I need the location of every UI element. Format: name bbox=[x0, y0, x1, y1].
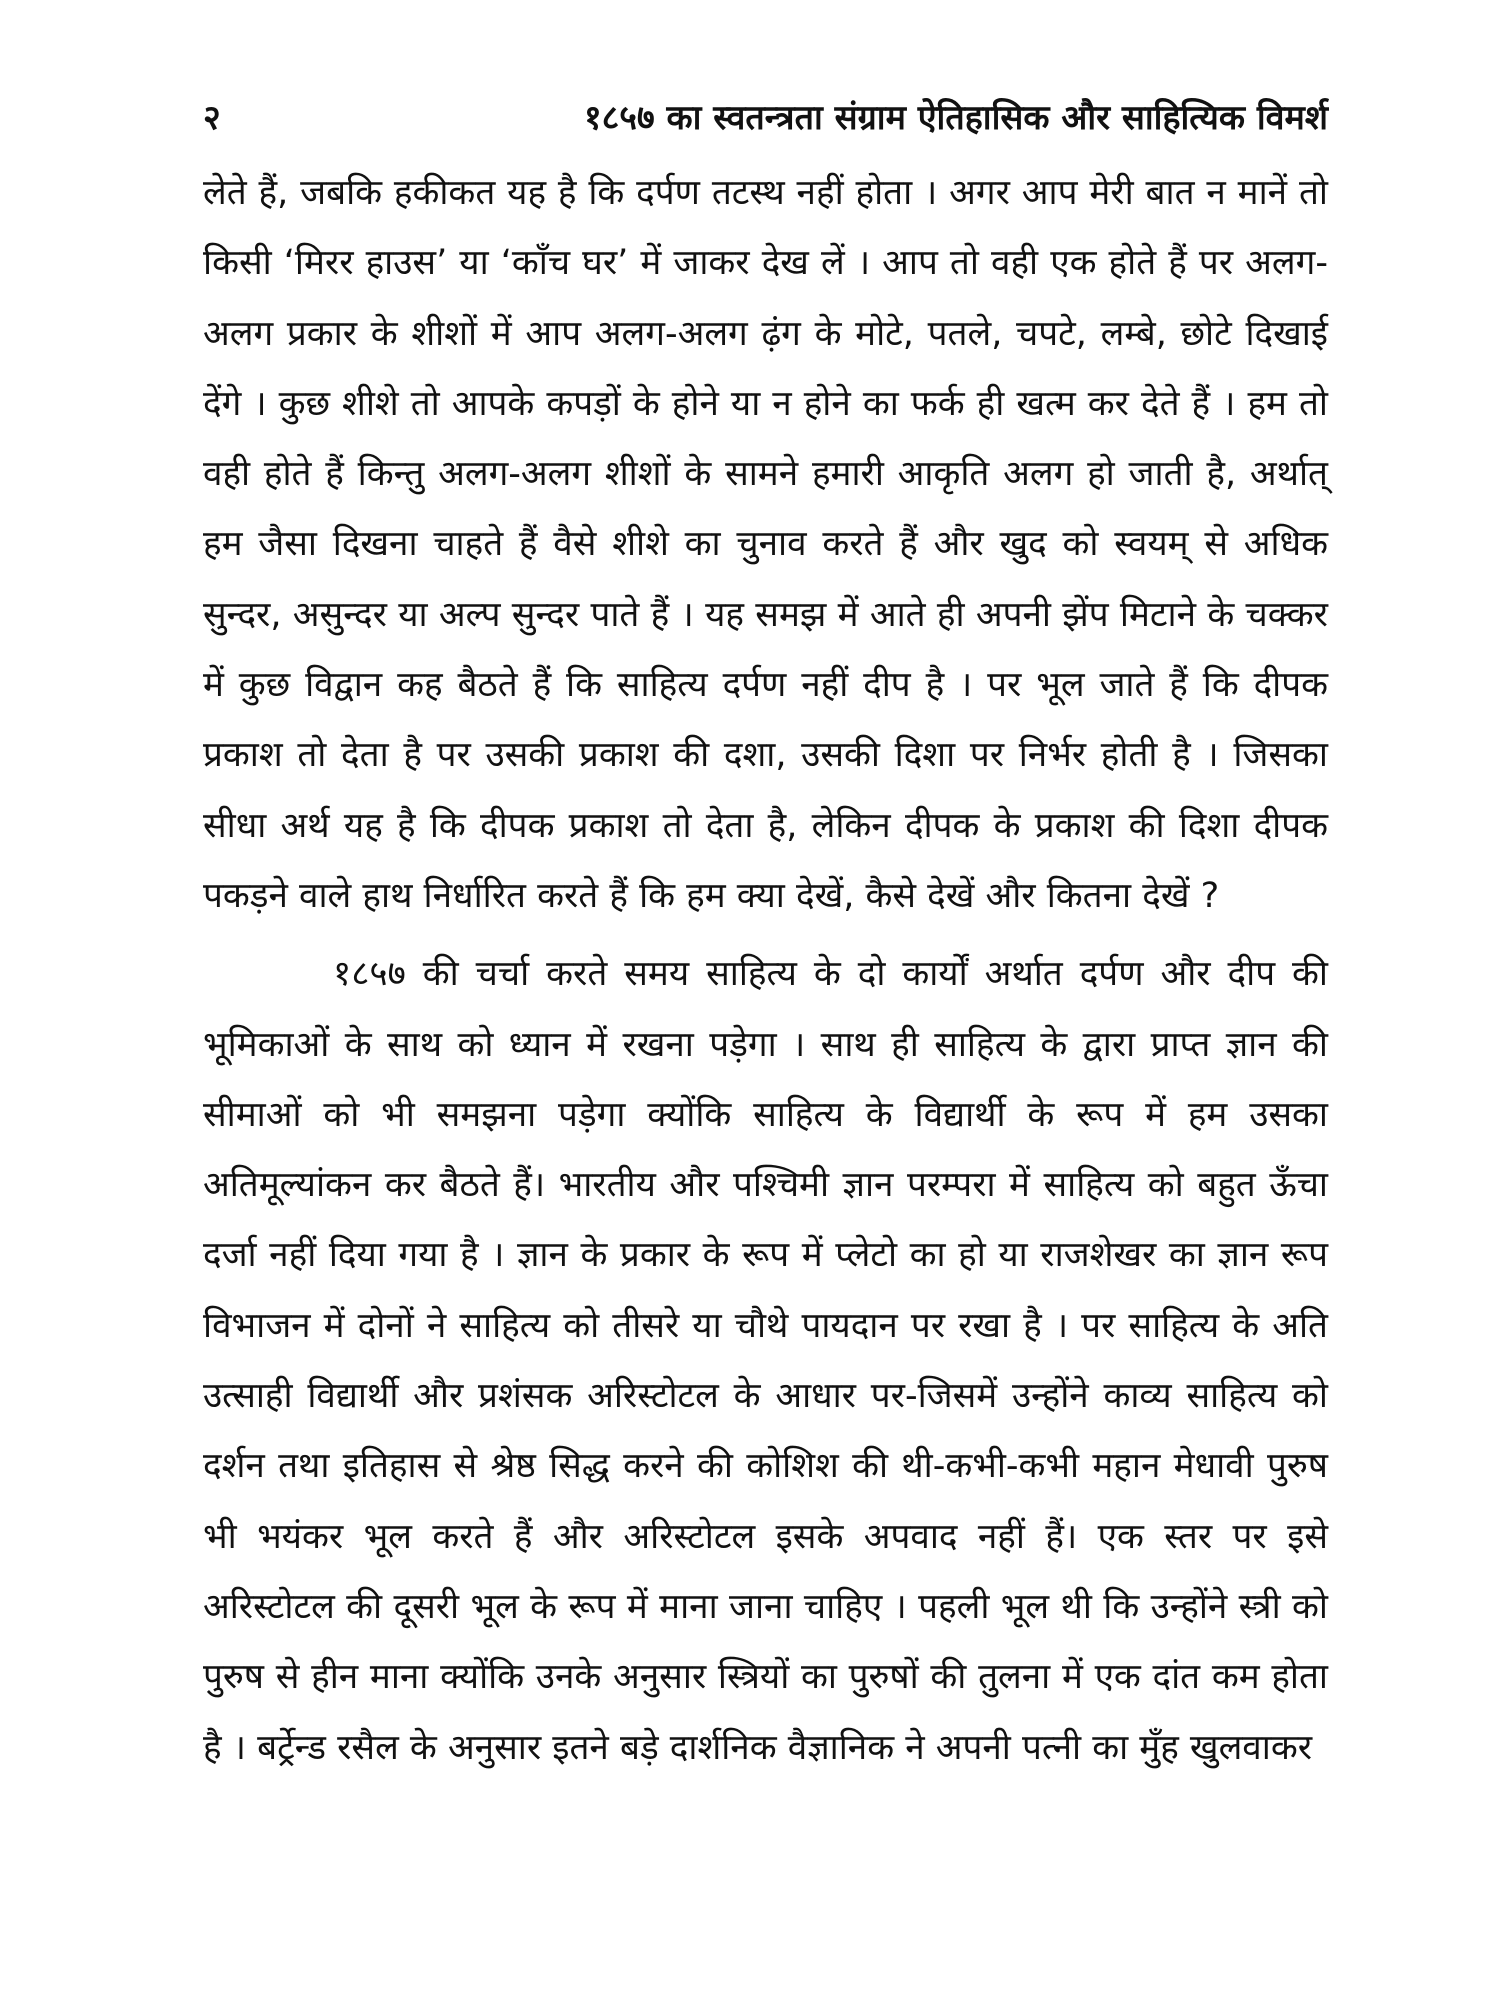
chapter-title: १८५७ का स्वतन्त्रता संग्राम ऐतिहासिक और साहित्यिक विमर्श bbox=[583, 98, 1328, 138]
paragraph-2: १८५७ की चर्चा करते समय साहित्य के दो कार्यों अर्थात दर्पण और दीप की भूमिकाओं के साथ को ध्यान में रखना पड़ेगा । साथ ही साहित्य के द्वारा प्राप्त ज्ञान की सीमाओं को भी समझना पड़ेगा क्योंकि साहित्य के विद्यार्थी के रूप में हम उसका अतिमूल्यांकन कर बैठते हैं। भारतीय और पश्चिमी ज्ञान परम्परा में साहित्य को बहुत ऊँचा दर्जा नहीं दिया गया है । ज्ञान के प्रकार के रूप में प्लेटो का हो या राजशेखर का ज्ञान रूप विभाजन में दोनों ने साहित्य को तीसरे या चौथे पायदान पर रखा है । पर साहित्य के अति उत्साही विद्यार्थी और प्रशंसक अरिस्टोटल के आधार पर-जिसमें उन्होंने काव्य साहित्य को दर्शन तथा इतिहास से श्रेष्ठ सिद्ध करने की कोशिश की थी-कभी-कभी महान मेधावी पुरुष भी भयंकर भूल करते हैं और अरिस्टोटल इसके अपवाद नहीं हैं। एक स्तर पर इसे अरिस्टोटल की दूसरी भूल के रूप में माना जाना चाहिए । पहली भूल थी कि उन्होंने स्त्री को पुरुष से हीन माना क्योंकि उनके अनुसार स्त्रियों का पुरुषों की तुलना में एक दांत कम होता है । बर्ट्रेन्ड रसैल के अनुसार इतने बड़े दार्शनिक वैज्ञानिक ने अपनी पत्नी का मुँह खुलवाकर bbox=[203, 954, 1328, 1768]
body-text bbox=[203, 158, 1328, 1783]
page-number: २ bbox=[203, 98, 221, 138]
running-header bbox=[203, 88, 1328, 148]
paragraph-1: लेते हैं, जबकि हकीकत यह है कि दर्पण तटस्थ नहीं होता । अगर आप मेरी बात न मानें तो किसी ‘मिरर हाउस’ या ‘काँच घर’ में जाकर देख लें । आप तो वही एक होते हैं पर अलग-अलग प्रकार के शीशों में आप अलग-अलग ढ़ंग के मोटे, पतले, चपटे, लम्बे, छोटे दिखाई देंगे । कुछ शीशे तो आपके कपड़ों के होने या न होने का फर्क ही खत्म कर देते हैं । हम तो वही होते हैं किन्तु अलग-अलग शीशों के सामने हमारी आकृति अलग हो जाती है, अर्थात् हम जैसा दिखना चाहते हैं वैसे शीशे का चुनाव करते हैं और खुद को स्वयम् से अधिक सुन्दर, असुन्दर या अल्प सुन्दर पाते हैं । यह समझ में आते ही अपनी झेंप मिटाने के चक्कर में कुछ विद्वान कह बैठते हैं कि साहित्य दर्पण नहीं दीप है । पर भूल जाते हैं कि दीपक प्रकाश तो देता है पर उसकी प्रकाश की दशा, उसकी दिशा पर निर्भर होती है । जिसका सीधा अर्थ यह है कि दीपक प्रकाश तो देता है, लेकिन दीपक के प्रकाश की दिशा दीपक पकड़ने वाले हाथ निर्धारित करते हैं कि हम क्या देखें, कैसे देखें और कितना देखें ? bbox=[203, 173, 1328, 916]
